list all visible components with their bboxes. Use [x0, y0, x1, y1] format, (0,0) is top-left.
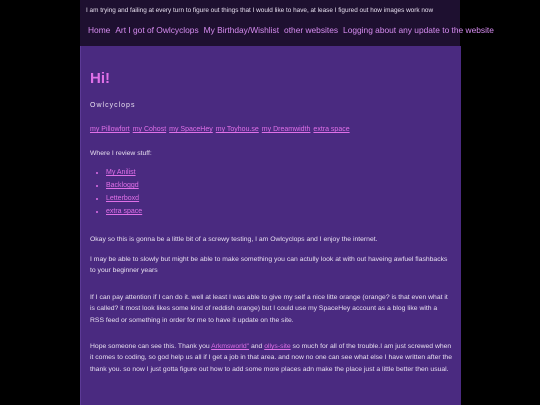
link-backloggd[interactable]: Backloggd [106, 182, 139, 189]
glyph-char: p [126, 102, 130, 109]
list-item [106, 166, 142, 179]
list-item [106, 179, 142, 192]
orange-paragraph: If I can pay attention if I can do it. well at least I was able to give my self a nice litte orange (orange? is that even what it is called? it most look likes some kind of reddish orange) but I could use my SpaceHey account as a blog like with a RSS feed or something in order for me to have it update on the site. [90, 294, 448, 324]
thanks-paragraph [90, 341, 452, 375]
review-list [96, 166, 142, 218]
thanks-text-mid: and [249, 343, 265, 350]
link-letterboxd[interactable]: Letterboxd [106, 195, 140, 202]
link-spacehey[interactable]: my SpaceHey [169, 126, 213, 133]
beginner-paragraph: I may be able to slowly but might be able to make something you can actully look at with out haveing awfuel flashbacks to your beginner years [90, 256, 448, 275]
glyph-char: c [114, 102, 118, 109]
glyph-char: l [102, 102, 105, 109]
glyph-char: l [118, 102, 121, 109]
link-arkmsworld[interactable]: Arkmsworld" [211, 343, 250, 350]
list-item [106, 192, 142, 205]
glyph-char: c [105, 102, 109, 109]
thanks-text-start: Hope someone can see this. Thank you [90, 343, 212, 350]
nav-birthday-wishlist[interactable]: My Birthday/Wishlist [203, 25, 280, 35]
nav-update-log[interactable]: Logging about any update to the website [343, 25, 494, 35]
glyph-char: O [90, 102, 96, 109]
list-item [106, 205, 142, 218]
thanks-text-end: so much for all of the trouble.I am just screwed when it comes to coding, so god help us all if I get a job in that area. and now no one can see what else I have written after the thank you. so now I just gotta figure out how to add some more places adn make the place just a little better then usual. [90, 343, 452, 373]
link-extra-space[interactable]: extra space [313, 126, 350, 133]
glyph-char: w [96, 102, 102, 109]
link-review-extra-space[interactable]: extra space [106, 208, 143, 215]
main-nav [88, 25, 494, 35]
site-header [80, 0, 494, 46]
nav-home[interactable]: Home [88, 25, 111, 35]
site-tagline: I am trying and failing at every turn to figure out things that I would like to have, at lease I figured out how images work now [86, 7, 434, 14]
review-intro: Where I review stuff: [90, 150, 152, 157]
profile-links [90, 126, 350, 133]
intro-paragraph: Okay so this is gonna be a little bit of a screwy testing, I am Owlcyclops and I enjoy the internet. [90, 236, 378, 243]
link-pillowfort[interactable]: my Pillowfort [90, 126, 130, 133]
name-glyph-line [90, 102, 134, 109]
main-content [80, 46, 461, 405]
link-ollys-site[interactable]: ollys-site [264, 343, 291, 350]
nav-other-websites[interactable]: other websites [284, 25, 339, 35]
glyph-char: s [130, 102, 135, 109]
link-dreamwidth[interactable]: my Dreamwidth [261, 126, 311, 133]
nav-art[interactable]: Art I got of Owlcyclops [115, 25, 199, 35]
glyph-char: y [109, 102, 114, 109]
link-toyhouse[interactable]: my Toyhou.se [215, 126, 259, 133]
glyph-char: o [121, 102, 126, 109]
link-anilist[interactable]: My Anilist [106, 169, 136, 176]
link-cohost[interactable]: my Cohost [132, 126, 167, 133]
page-heading: Hi! [90, 70, 110, 87]
